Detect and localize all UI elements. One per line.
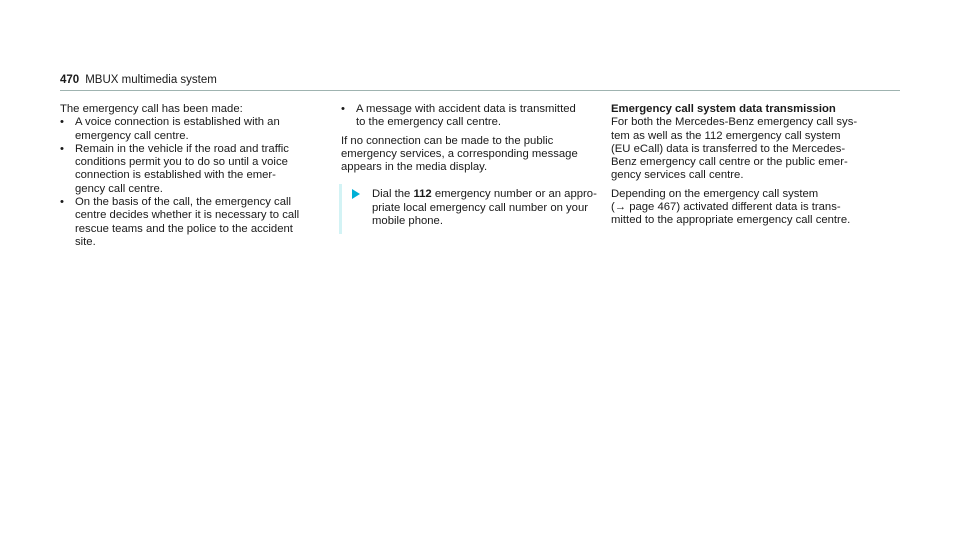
list-item-line: gency call centre. — [75, 182, 163, 195]
paragraph-line: Benz emergency call centre or the public emer- — [611, 156, 848, 169]
bullet-icon: • — [60, 116, 64, 129]
paragraph-line: appears in the media display. — [341, 161, 488, 174]
list-item-line: Remain in the vehicle if the road and traffic — [75, 142, 289, 155]
page-header — [60, 73, 217, 87]
list-item — [60, 143, 330, 196]
no-connection-paragraph — [341, 135, 606, 175]
transmission-paragraph — [611, 116, 901, 182]
list-item — [60, 196, 330, 249]
column-3 — [611, 103, 901, 228]
list-item-line: On the basis of the call, the emergency call — [75, 196, 292, 209]
bullet-icon: • — [341, 103, 345, 115]
action-line: priate local emergency call number on your — [372, 201, 589, 214]
paragraph-line: (EU eCall) data is transferred to the Mercedes- — [611, 142, 846, 155]
system-paragraph — [611, 188, 901, 228]
action-line-rest: emergency number or an appro- — [431, 188, 597, 201]
bullet-icon: • — [60, 142, 64, 155]
paragraph-line: For both the Mercedes-Benz emergency call sys- — [611, 116, 858, 129]
action-step — [339, 184, 606, 234]
list-item-line: centre decides whether it is necessary to call — [75, 209, 300, 222]
list-item-line: A voice connection is established with an — [75, 116, 280, 129]
bullet-icon: • — [60, 196, 64, 209]
section-heading: Emergency call system data transmission — [611, 103, 836, 115]
list-item-line: A message with accident data is transmitted — [356, 103, 576, 115]
action-prefix: Dial the — [372, 188, 414, 201]
paragraph-line: Depending on the emergency call system — [611, 187, 819, 200]
paragraph-line: tem as well as the 112 emergency call system — [611, 129, 841, 142]
list-item-line: to the emergency call centre. — [356, 116, 502, 129]
intro-text: The emergency call has been made: — [60, 103, 243, 115]
column-1 — [60, 103, 330, 249]
action-line: mobile phone. — [372, 215, 443, 228]
column-2 — [341, 103, 606, 234]
list-item — [60, 116, 330, 143]
list-item-line: site. — [75, 235, 96, 248]
paragraph-line: emergency services, a corresponding message — [341, 147, 578, 160]
header-divider — [60, 90, 900, 91]
list-item — [341, 103, 606, 130]
paragraph-line: If no connection can be made to the public — [341, 134, 554, 147]
page-number: 470 — [60, 74, 80, 86]
list-item-line: conditions permit you to do so until a voice — [75, 156, 288, 169]
paragraph-line: mitted to the appropriate emergency call centre. — [611, 214, 851, 227]
paragraph-line: gency services call centre. — [611, 169, 744, 182]
emergency-number: 112 — [413, 188, 432, 201]
list-item-line: connection is established with the emer- — [75, 169, 276, 182]
list-item-line: rescue teams and the police to the accident — [75, 222, 293, 235]
header-title: MBUX multimedia system — [85, 74, 217, 86]
action-line — [372, 188, 606, 201]
action-arrow-icon — [352, 189, 360, 199]
list-item-line: emergency call centre. — [75, 129, 189, 142]
page-reference-line[interactable]: (→ page 467) activated different data is trans- — [611, 201, 841, 214]
